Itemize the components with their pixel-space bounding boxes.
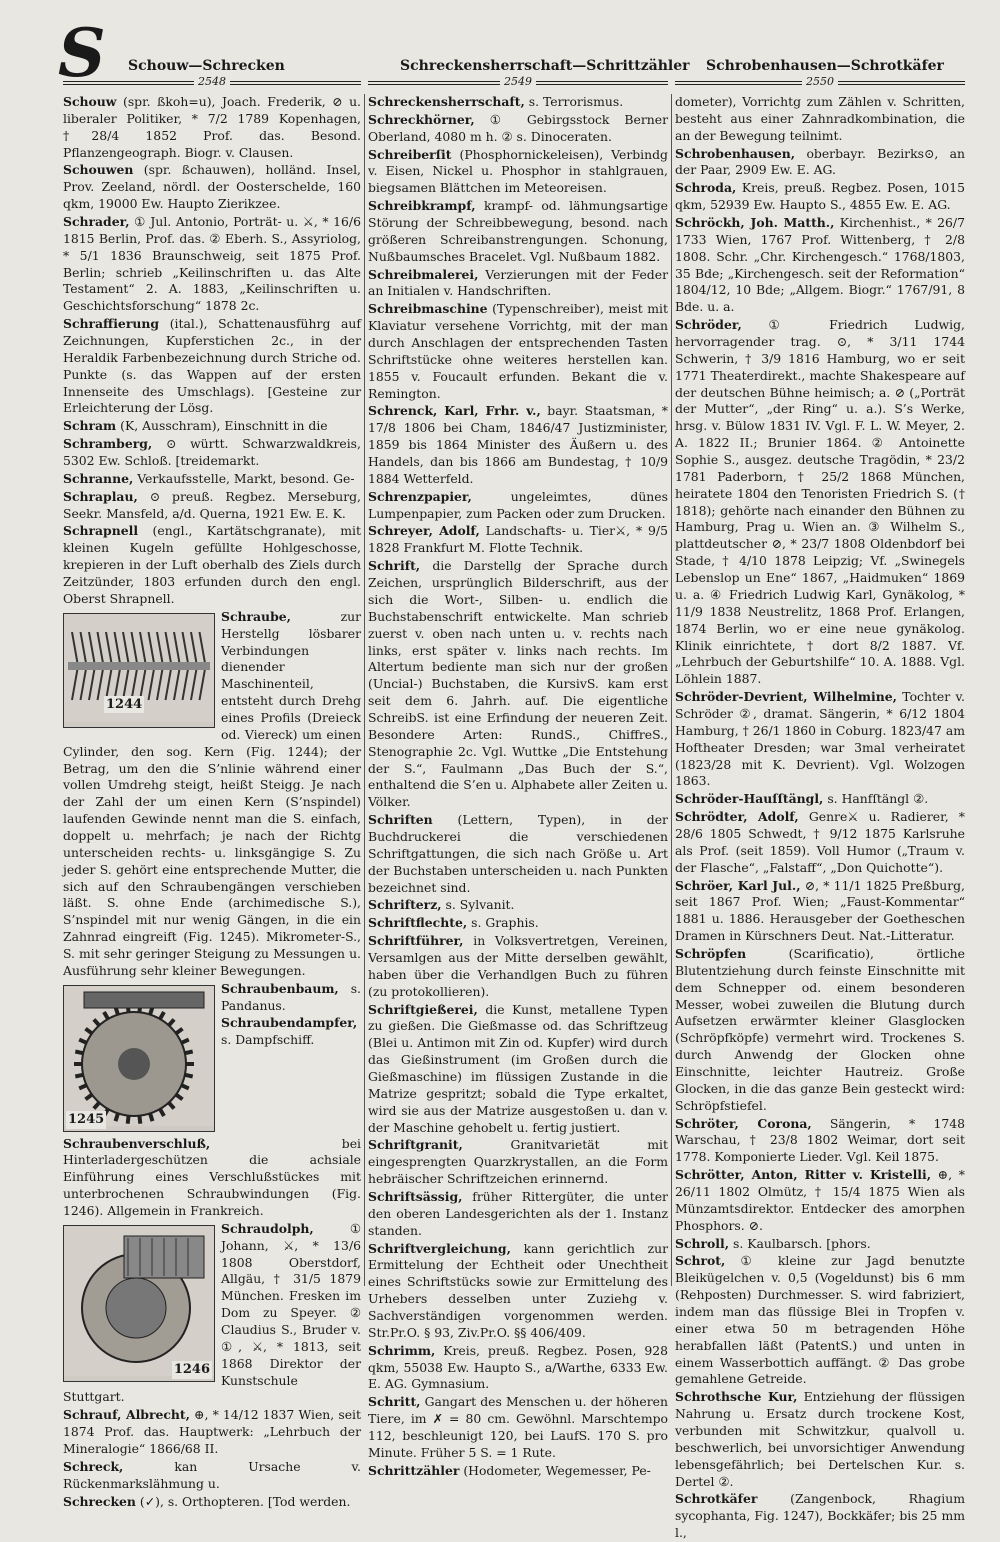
entry-text: Verzierungen mit der Feder an Initialen v. Handschriften.: [368, 266, 668, 299]
entry-headword: Schritt,: [368, 1394, 421, 1410]
dictionary-entry: [368, 915, 668, 932]
dictionary-entry: [63, 436, 361, 470]
dictionary-entry: [63, 316, 361, 417]
entry-headword: Schriftflechte,: [368, 915, 468, 931]
entry-text: früher Rittergüter, die unter den oberen Landesgerichten als der 1. Instanz standen.: [368, 1189, 668, 1238]
entry-headword: Schramberg,: [63, 436, 153, 452]
entry-text: (ital.), Schattenausführg auf Zeichnungen, Kupferstichen 2c., in der Heraldik Farbenbezeichnung durch Striche od. Punkte (s. das Wappen auf der ersten Innenseite des Umschlags). [Gesteine zur Erleichterung der Lösg.: [63, 316, 361, 416]
entry-text: ungeleimtes, dünes Lumpenpapier, zum Packen oder zum Drucken.: [368, 488, 668, 521]
entry-headword: Schröckh, Joh. Matth.,: [675, 215, 835, 231]
entry-text: Sängerin, * 1748 Warschau, † 23/8 1802 Weimar, dort seit 1778. Komponierte Lieder. Vgl. Keil 1875.: [675, 1115, 965, 1165]
text-column-3: [675, 94, 965, 1541]
dictionary-entry: [675, 94, 965, 145]
entry-text: Kirchenhist., * 26/7 1733 Wien, 1767 Prof. Wittenberg, † 2/8 1808. Schr. „Chr. Kirchengesch.“ 1768/1803, 35 Bde; „Kirchengesch. seit der Reformation“ 1804/12, 10 Bde; „Allgem. Biogr.“ 1767/91, 8 Bde. u. a.: [675, 215, 965, 315]
entry-text: (spr. ßkoh=u), Joach. Frederik, ⊘ u. liberaler Politiker, * 7/2 1789 Kopenhagen, †28/4 1852 Prof. das. Besond. Pflanzengeograph. Biogr. v. Clausen.: [63, 94, 361, 160]
dictionary-entry: [368, 147, 668, 198]
entry-text: Verkaufsstelle, Markt, besond. Ge-: [137, 470, 355, 486]
column-header-3: Schrobenhausen—Schrotkäfer: [706, 58, 944, 74]
figure-number: 1246: [173, 1362, 210, 1378]
entry-text: dometer), Vorrichtg zum Zählen v. Schritten, besteht aus einer Zahnradkombination, die an der Bewegung teilnimt.: [675, 94, 965, 143]
entry-headword: Schrenck, Karl, Frhr. v.,: [368, 403, 541, 419]
entry-text: die Darstellg der Sprache durch Zeichen, ursprünglich Bilderschrift, aus der sich die Wort-, Silben- u. endlich die Buchstabenschrift entwickelte. Man schrieb zuerst v. oben nach unten u. v. rechts nach links, erst später v. links nach rechts. Im Altertum bediente man sich nur der großen (Uncial-) Buchstaben, die KursivS. kam erst seit dem 6. Jahrh. auf. Die eigentliche SchreibS. ist eine Erfindung der neueren Zeit. Besondere Arten: RundS., ChiffreS., Stenographie 2c. Vgl. Wuttke „Die Entstehung der S.“, Faulmann „Das Buch der S.“, enthaltend die S’en u. Alphabete aller Zeiten u. Völker.: [368, 558, 668, 810]
entry-headword: Schrecken: [63, 1493, 136, 1509]
entry-headword: Schriftsässig,: [368, 1189, 463, 1204]
entry-headword: Schraudolph,: [221, 1220, 314, 1236]
dictionary-entry: [368, 897, 668, 914]
entry-headword: Schrotkäfer: [675, 1491, 758, 1507]
entry-headword: Schröder-Hauſſtängl,: [675, 791, 824, 807]
figure-number: 1245: [68, 1111, 105, 1127]
entry-headword: Schranne,: [63, 470, 134, 486]
dictionary-entry: [368, 112, 668, 146]
entry-text: Kreis, preuß. Regbez. Posen, 1015 qkm, 52939 Ew. Haupto S., 4855 Ew. E. AG.: [675, 180, 965, 213]
entry-headword: Schrothsche Kur,: [675, 1389, 798, 1405]
dictionary-entry: [368, 489, 668, 523]
entry-headword: Schriftvergleichung,: [368, 1240, 511, 1256]
entry-text: krampf- od. lähmungsartige Störung der Schreibbewegung, besond. nach größeren Schreibanstrengungen. Schonung, Nußbaumsches Bracelet. Vgl. Nußbaum 1882.: [368, 198, 668, 264]
entry-headword: Schrapnell: [63, 523, 139, 539]
dictionary-entry: [675, 809, 965, 876]
dictionary-entry: [675, 1236, 965, 1253]
entry-text: s. Graphis.: [471, 915, 539, 931]
entry-text: ⊙ preuß. Regbez. Merseburg, Seekr. Mansfeld, a/d. Querna, 1921 Ew. E. K.: [63, 488, 361, 521]
entry-text: (K, Ausschram), Einschnitt in die: [120, 418, 328, 434]
entry-headword: Schraubenbaum,: [221, 980, 339, 996]
entry-headword: Schröder,: [675, 317, 742, 333]
dictionary-entry: [675, 878, 965, 945]
dictionary-entry: [368, 94, 668, 111]
dictionary-entry: [368, 301, 668, 402]
figure-number: 1244: [106, 696, 143, 712]
dictionary-entry: [63, 1407, 361, 1458]
figure-fig1245: [63, 985, 215, 1132]
entry-headword: Schröer, Karl Jul.,: [675, 877, 801, 893]
entry-text: Granitvarietät mit eingesprengten Quarzkrystallen, an die Form hebräischer Schriftzeichen erinnernd.: [368, 1137, 668, 1187]
entry-headword: Schrifterz,: [368, 897, 442, 913]
entry-text: ⊕, * 26/11 1802 Olmütz, † 15/4 1875 Wien als Münzamtsdirektor. Entdecker des amorphen Phosphors. ⊘.: [675, 1167, 965, 1233]
dictionary-entry: [675, 180, 965, 214]
entry-text: (Zangenbock, Rhagium sycophanta, Fig. 1247), Bockkäfer; bis 25 mm l.,: [675, 1491, 965, 1541]
dictionary-entry: [675, 1167, 965, 1234]
entry-text: (Lettern, Typen), in der Buchdruckerei die verschiedenen Schriftgattungen, die sich nach Größe u. Art der Buchstaben unterscheiden u. nach Punkten bezeichnet sind.: [368, 812, 668, 895]
entry-text: (Hodometer, Wegemesser, Pe-: [463, 1462, 651, 1478]
entry-text: in Volksvertretgen, Vereinen, Versamlgen aus der Mitte derselben gewählt, haben über die Verhandlgen Buch zu führen (zu protokollieren).: [368, 933, 668, 999]
entry-headword: Schreibkrampf,: [368, 198, 476, 214]
entry-text: s. Sylvanit.: [445, 897, 515, 913]
entry-text: s. Dampfschiff.: [221, 1032, 315, 1048]
entry-text: s. Pandanus.: [221, 980, 361, 1013]
entry-text: Tochter v. Schröder ②, dramat. Sängerin, * 6/12 1804 Hamburg, † 26/1 1860 in Coburg. 1823/47 am Hoftheater Dresden; war 3mal verheiratet (1823/28 mit K. Devrient). Vgl. Wolzogen 1863.: [675, 689, 965, 789]
dictionary-entry: [368, 1189, 668, 1240]
entry-headword: Schrauf, Albrecht,: [63, 1407, 190, 1423]
entry-text: (Scarificatio), örtliche Blutentziehung durch feinste Einschnitte mit dem Schnepper od. einem besonderen Messer, wobei zuweilen die Blutung durch Aufsetzen erwärmter kleiner Glasglocken (Schröpfköpfe) vermehrt wird. Trockenes S. durch Anwendg der Glocken ohne Einschnitte, leichter Hautreiz. Große Glocken, in die das ganze Bein gesteckt wird: Schröpfstiefel.: [675, 945, 965, 1113]
dictionary-entry: [368, 812, 668, 896]
dictionary-entry: [63, 1459, 361, 1493]
entry-text: s. Terrorismus.: [528, 94, 624, 109]
dictionary-entry: [63, 94, 361, 161]
entry-headword: Schreckhörner,: [368, 111, 475, 127]
dictionary-entry: [368, 1137, 668, 1188]
entry-text: ① Johann, ⚔, * 13/6 1808 Oberstdorf, Allgäu, † 31/5 1879 München. Fresken im Dom zu Speyer. ② Claudius S., Bruder v. ①, ⚔, * 1813, seit 1868 Direktor der Kunstschule Stuttgart.: [63, 1220, 361, 1405]
dictionary-entry: [675, 1253, 965, 1388]
entry-headword: Schraffierung: [63, 316, 160, 332]
entry-headword: Schreck,: [63, 1458, 124, 1474]
dictionary-entry: [675, 946, 965, 1115]
entry-text: ⊙ württ. Schwarzwaldkreis, 5302 Ew. Schloß. [treidemarkt.: [63, 436, 361, 469]
entry-text: ① Friedrich Ludwig, hervorragender trag. ⊙, * 3/11 1744 Schwerin, † 3/9 1816 Hamburg, wo er seit 1771 Theaterdirekt., machte Shakespeare auf der deutschen Bühne heimisch; a. ⊘ („Porträt der Mutter“, „der Ring“ u. a.). S’s Werke, hrsg. v. Bülow 1831 IV. Vgl. F. L. W. Meyer, 2. A. 1822 II.; Brunier 1864. ② Antoinette Sophie S., ausgez. deutsche Tragödin, * 23/2 1781 Paderborn, † 25/2 1868 München, heiratete 1804 den Tenoristen Friedrich S. († 1818); gehörte nach einander den Bühnen zu Hamburg, Prag u. Wien an. ③ Wilhelm S., plattdeutscher ⊘, * 23/7 1808 Oldenbdorf bei Stade, † 4/10 1878 Leipzig; Vf. „Swinegels Lebenslop un Ene“ 1867, „Haidmuken“ 1869 u. a. ④ Friedrich Ludwig Karl, Gynäkolog, * 11/9 1838 Neustrelitz, 1868 Prof. Erlangen, 1874 Berlin, wo er eine neue gynäkolog. Klinik einrichtete, † dort 8/2 1887. Vf. „Lehrbuch der Geburtshilfe“ 10. A. 1888. Vgl. Löhlein 1887.: [675, 317, 965, 687]
dictionary-entry: [368, 1463, 668, 1480]
entry-headword: Schreyer, Adolf,: [368, 523, 480, 539]
entry-headword: Schraubenverschluß,: [63, 1135, 211, 1151]
dictionary-entry: [63, 1494, 361, 1511]
dictionary-entry: [63, 214, 361, 315]
dictionary-entry: [368, 403, 668, 487]
entry-text: ① Gebirgsstock Berner Oberland, 4080 m h. ② s. Dinoceraten.: [368, 111, 668, 144]
dictionary-entry: [63, 471, 361, 488]
dictionary-entry: [368, 198, 668, 265]
dictionary-entry: [63, 523, 361, 607]
entry-headword: Schreckensherrschaft,: [368, 94, 525, 109]
entry-text: Genre⚔ u. Radierer, * 28/6 1805 Schwedt, † 9/12 1875 Karlsruhe als Prof. (seit 1859). Voll Humor („Traum v. der Flasche“, „Falstaff“, „Don Quichotte“).: [675, 809, 965, 875]
entry-text: bayr. Staatsman, * 17/8 1806 bei Cham, 1846/47 Justizminister, 1859 bis 1864 Minister des Äußern u. des Handels, dan bis 1866 am Bundestag, † 10/9 1884 Wetterfeld.: [368, 403, 668, 486]
entry-headword: Schrötter, Anton, Ritter v. Kristelli,: [675, 1167, 932, 1183]
entry-text: Landschafts- u. Tier⚔, * 9/5 1828 Frankfurt M. Flotte Technik.: [368, 523, 668, 556]
entry-headword: Schraubendampfer,: [221, 1015, 358, 1031]
entry-headword: Schram: [63, 418, 117, 434]
entry-text: zur Herstellg lösbarer Verbindungen dienender Maschinenteil, entsteht durch Drehg eines Profils (Dreieck od. Viereck) um einen Cylinder, den sog. Kern (Fig. 1244); der Betrag, um den die S’nlinie während einer vollen Umdrehg steigt, heißt Steigg. Je nach der Zahl der um einen Kern (S’nspindel) laufenden Gewinde nennt man die S. einfach, doppelt u. mehrfach; je nach der Richtg unterscheiden rechts- u. linksgängige S. Zu jeder S. gehört eine entsprechende Mutter, die sich auf den Schraubengängen verschieben läßt. S. ohne Ende (archimedische S.), S’nspindel mit nur wenig Gängen, in die ein Zahnrad eingreift (Fig. 1245). Mikrometer-S., S. mit sehr geringer Steigung zu Messungen u. Ausführung sehr kleiner Bewegungen.: [63, 608, 361, 978]
entry-text: s. Kaulbarsch. [phors.: [732, 1235, 871, 1251]
entry-text: die Kunst, metallene Typen zu gießen. Die Gießmasse od. das Schriftzeug (Blei u. Antimon mit Zin od. Kupfer) wird durch das Gießinstrument (im Großen durch die Gießmaschine) im flüssigen Zustande in die Matrize gespritzt; sobald die Type erkaltet, wird sie aus der Matrize ausgestoßen u. dan v. der Maschine gehobelt u. fertig justiert.: [368, 1001, 668, 1135]
entry-headword: Schroda,: [675, 180, 737, 196]
dictionary-entry: [675, 1491, 965, 1542]
dictionary-entry: [675, 1389, 965, 1490]
column-header-1: Schouw—Schrecken: [128, 58, 285, 74]
section-initial: S: [58, 14, 106, 92]
page-number: 2549: [500, 75, 536, 88]
entry-text: (Phosphornickeleisen), Verbindg v. Eisen, Nickel u. Phosphor in stahlgrauen, biegsamen Blättchen im Meteoreisen.: [368, 146, 668, 196]
page-number: 2548: [194, 75, 230, 88]
entry-headword: Schreibmaschine: [368, 301, 488, 317]
dictionary-entry: [675, 146, 965, 180]
entry-text: oberbayr. Bezirks⊙, an der Paar, 2909 Ew. E. AG.: [675, 145, 965, 178]
entry-headword: Schrödter, Adolf,: [675, 809, 799, 825]
dictionary-entry: [368, 523, 668, 557]
dictionary-entry: [368, 558, 668, 811]
entry-headword: Schriftgranit,: [368, 1137, 463, 1153]
entry-text: (Typenschreiber), meist mit Klaviatur versehene Vorrichtg, mit der man durch Anschlagen der entsprechenden Tasten Schriftstücke ohne weiteres herstellen kan. 1855 v. Foucault erfunden. Bekant die v. Remington.: [368, 301, 668, 401]
column-divider: [364, 94, 365, 1286]
dictionary-entry: [368, 1343, 668, 1394]
entry-headword: Schriften: [368, 812, 433, 828]
entry-headword: Schrot,: [675, 1253, 726, 1269]
entry-text: ⊕, * 14/12 1837 Wien, seit 1874 Prof. das. Hauptwerk: „Lehrbuch der Mineralogie“ 1866/68 II.: [63, 1407, 361, 1457]
entry-headword: Schrittzähler: [368, 1462, 460, 1478]
text-column-2: [368, 94, 668, 1478]
entry-headword: Schouwen: [63, 162, 134, 178]
figure-fig1244: [63, 613, 215, 728]
dictionary-entry: [675, 317, 965, 688]
text-column-1: [63, 94, 361, 1509]
entry-text: kann gerichtlich zur Ermittelung der Echtheit oder Unechtheit eines Schriftstücks sowie zur Ermittelung des Urhebers desselben unter Zuziehg v. Sachverständigen vorgenommen werden. Str.Pr.O. § 93, Ziv.Pr.O. §§ 406/409.: [368, 1240, 668, 1340]
entry-headword: Schrimm,: [368, 1342, 436, 1358]
dictionary-entry: [675, 689, 965, 790]
dictionary-entry: [368, 1002, 668, 1137]
page-number: 2550: [802, 75, 838, 88]
entry-headword: Schreiberſit: [368, 146, 452, 162]
entry-headword: Schraplau,: [63, 488, 138, 504]
figure-fig1246: [63, 1225, 215, 1382]
entry-text: Gangart des Menschen u. der höheren Tiere, im ✗ = 80 cm. Gewöhnl. Marschtempo 112, beschleunigt 120, bei LaufS. 170 S. pro Minute. Früher 5 S. = 1 Rute.: [368, 1394, 668, 1460]
entry-headword: Schrobenhausen,: [675, 145, 796, 161]
entry-headword: Schröder-Devrient, Wilhelmine,: [675, 689, 897, 705]
entry-text: ① Jul. Antonio, Porträt- u. ⚔, * 16/6 1815 Berlin, Prof. das. ② Eberh. S., Assyriolog, * 5/1 1836 Braunschweig, seit 1875 Prof. Berlin; schrieb „Keilinschriften u. das Alte Testament“ 2. A. 1883, „Keilinschriften u. Geschichtsforschung“ 1878 2c.: [63, 214, 361, 314]
entry-text: ① kleine zur Jagd benutzte Bleikügelchen v. 0,5 (Vogeldunst) bis 6 mm (Rehposten) Durchmesser. S. wird fabriziert, indem man das flüssige Blei in Tropfen v. einer etwa 50 m betragenden Höhe herabfallen läßt (PatentS.) und unten in einem Wasserbottich auffängt. ② Das grobe gemahlene Getreide.: [675, 1253, 965, 1387]
page-number-bar-3: [675, 75, 965, 90]
entry-text: Entziehung der flüssigen Nahrung u. Ersatz durch trockene Kost, verbunden mit Schwitzkur, qualvoll u. beschwerlich, bei unvorsichtiger Anwendung lebensgefährlich; bei Dertelschen Kur. s. Dertel ②.: [675, 1389, 965, 1489]
dictionary-entry: [675, 791, 965, 808]
entry-headword: Schreibmalerei,: [368, 266, 479, 282]
entry-headword: Schriftgießerei,: [368, 1001, 478, 1017]
dictionary-entry: [368, 1241, 668, 1342]
dictionary-entry: [368, 933, 668, 1000]
entry-headword: Schrenzpapier,: [368, 488, 472, 504]
dictionary-entry: [63, 162, 361, 213]
entry-headword: Schroll,: [675, 1235, 730, 1251]
entry-text: kan Ursache v. Rückenmarkslähmung u.: [63, 1458, 361, 1491]
entry-headword: Schouw: [63, 94, 117, 109]
entry-text: ⊘, * 11/1 1825 Preßburg, seit 1867 Prof. Wien; „Faust-Kommentar“ 1881 u. 1886. Herausgeber der Goetheschen Dramen in Kürschners Deut. Nat.-Litteratur.: [675, 877, 965, 944]
entry-headword: Schraube,: [221, 608, 291, 624]
dictionary-entry: [63, 418, 361, 435]
column-divider: [671, 94, 672, 1286]
entry-headword: Schröter, Corona,: [675, 1115, 812, 1131]
dictionary-entry: [63, 489, 361, 523]
entry-headword: Schröpfen: [675, 945, 747, 961]
entry-headword: Schrift,: [368, 558, 421, 574]
dictionary-entry: [368, 267, 668, 301]
entry-text: (✓), s. Orthopteren. [Tod werden.: [139, 1493, 351, 1509]
entry-text: (engl., Kartätschgranate), mit kleinen Kugeln gefüllte Hohlgeschosse, krepieren in der Luft oberhalb des Ziels durch Zeitzünder, 1803 erfunden durch den engl. Oberst Shrapnell.: [63, 523, 361, 606]
page-number-bar-2: [368, 75, 668, 90]
dictionary-entry: [368, 1394, 668, 1461]
dictionary-entry: [675, 1116, 965, 1167]
entry-text: (spr. ßchauwen), holländ. Insel, Prov. Zeeland, nördl. der Oosterschelde, 160 qkm, 19000 Ew. Haupto Zierikzee.: [63, 162, 361, 212]
page-number-bar-1: [63, 75, 361, 90]
entry-text: bei Hinterladergeschützen die achsiale Einführung eines Verschlußstückes mit unterbrochenen Schraubwindungen (Fig. 1246). Allgemein in Frankreich.: [63, 1135, 361, 1218]
entry-headword: Schrader,: [63, 214, 130, 230]
entry-headword: Schriftführer,: [368, 933, 464, 949]
column-header-2: Schreckensherrschaft—Schrittzähler: [400, 58, 690, 74]
dictionary-entry: [675, 215, 965, 316]
entry-text: Kreis, preuß. Regbez. Posen, 928 qkm, 55038 Ew. Haupto S., a/Warthe, 6333 Ew. E. AG. Gymnasium.: [368, 1342, 668, 1392]
entry-text: s. Hanfſtängl ②.: [827, 791, 929, 807]
